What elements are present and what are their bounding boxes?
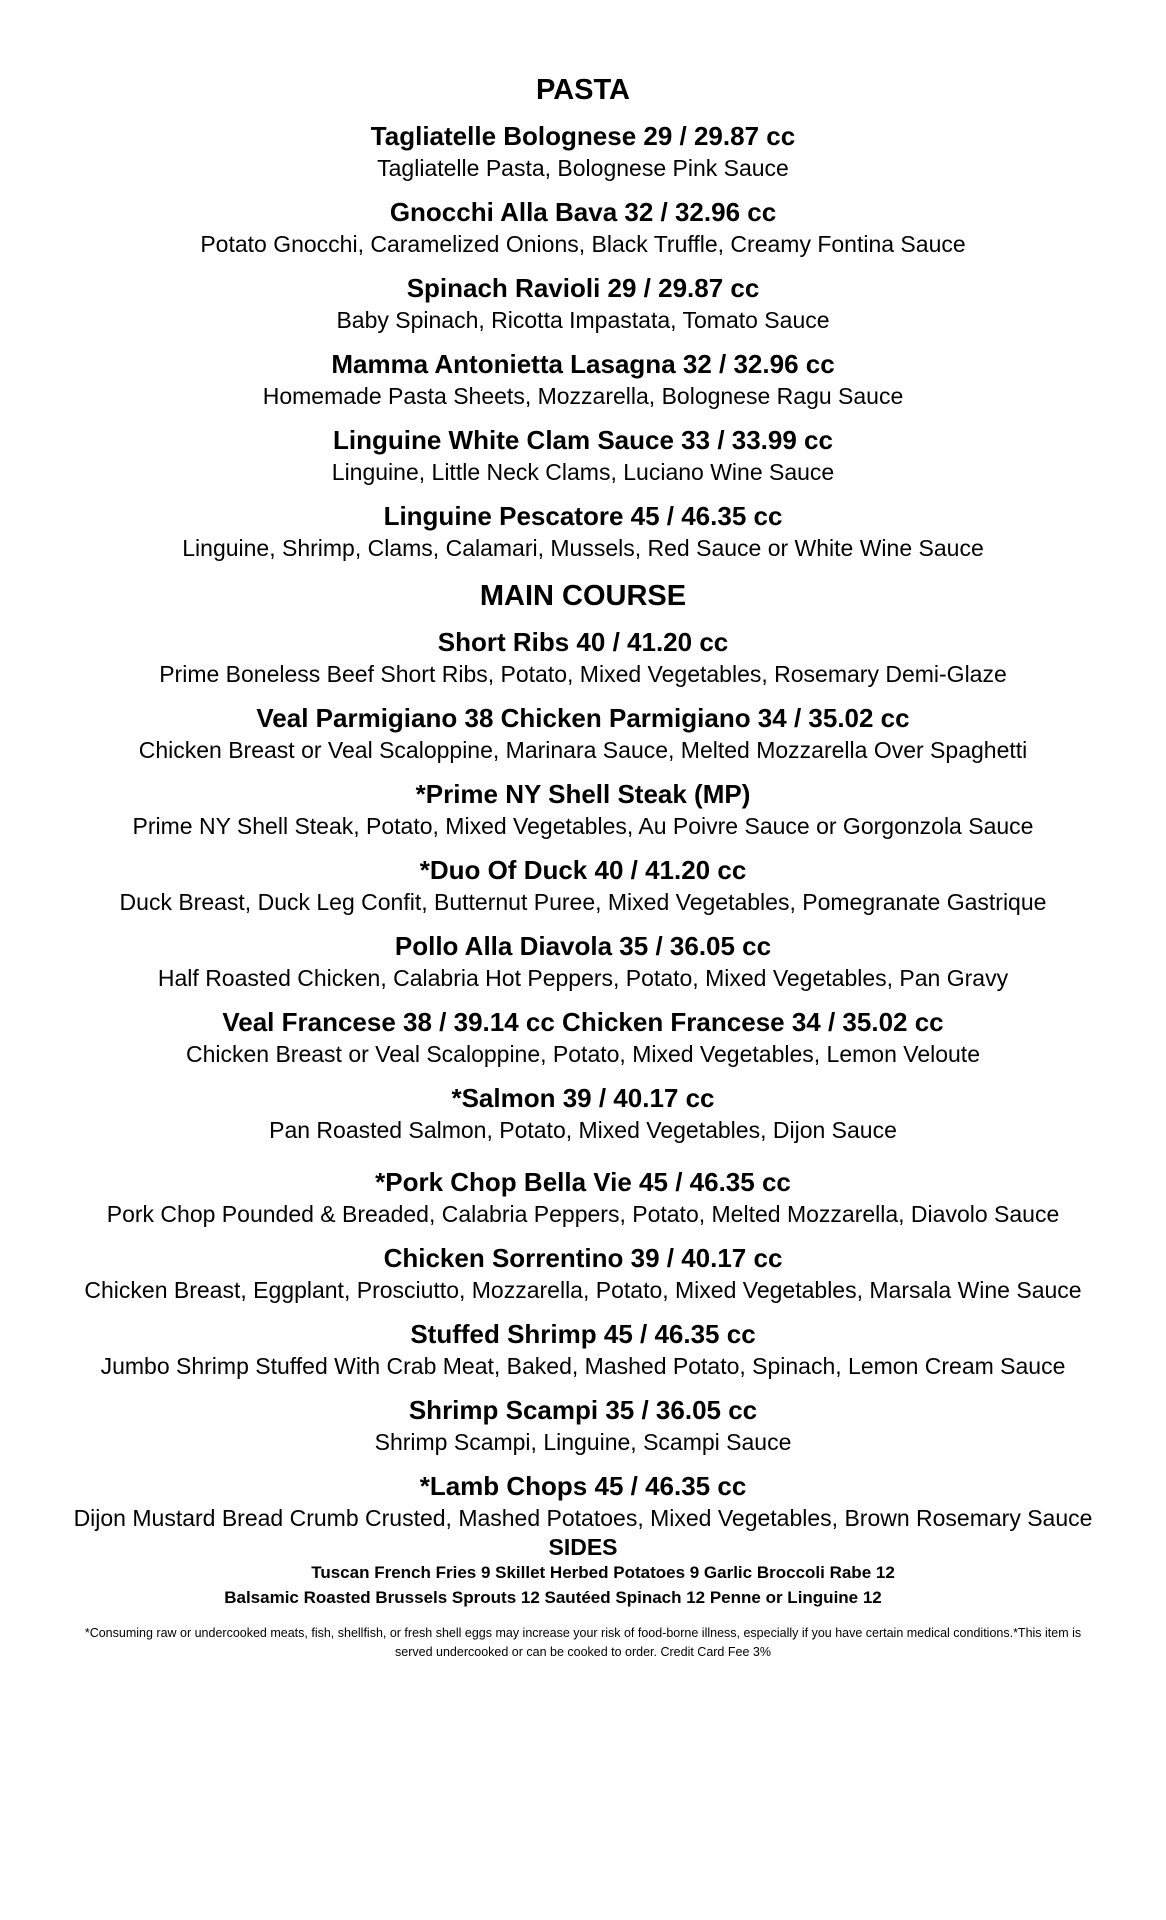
item-description: Linguine, Little Neck Clams, Luciano Wine Sauce [331, 459, 835, 485]
item-description: Chicken Breast, Eggplant, Prosciutto, Mozzarella, Potato, Mixed Vegetables, Marsala Wine Sauce [84, 1277, 1082, 1303]
item-description: Chicken Breast or Veal Scaloppine, Potato, Mixed Vegetables, Lemon Veloute [185, 1041, 980, 1067]
item-description: Prime NY Shell Steak, Potato, Mixed Vegetables, Au Poivre Sauce or Gorgonzola Sauce [132, 813, 1034, 839]
item-name: Short Ribs 40 / 41.20 cc [437, 627, 729, 657]
menu-item [0, 348, 1166, 412]
menu-item [0, 930, 1166, 994]
item-name: Pollo Alla Diavola 35 / 36.05 cc [394, 931, 772, 961]
item-name: Spinach Ravioli 29 / 29.87 cc [406, 273, 760, 303]
menu-item [0, 1318, 1166, 1382]
item-name: *Prime NY Shell Steak (MP) [415, 779, 751, 809]
menu-item [0, 272, 1166, 336]
menu-item [0, 1166, 1166, 1230]
item-name: Linguine Pescatore 45 / 46.35 cc [383, 501, 783, 531]
item-description: Pan Roasted Salmon, Potato, Mixed Vegetables, Dijon Sauce [269, 1117, 897, 1143]
item-name: Shrimp Scampi 35 / 36.05 cc [408, 1395, 758, 1425]
menu-item [0, 1470, 1166, 1534]
menu-item [0, 120, 1166, 184]
item-description: Prime Boneless Beef Short Ribs, Potato, Mixed Vegetables, Rosemary Demi-Glaze [159, 661, 1007, 687]
item-name: *Lamb Chops 45 / 46.35 cc [419, 1471, 747, 1501]
item-name: *Duo Of Duck 40 / 41.20 cc [419, 855, 747, 885]
item-name: Gnocchi Alla Bava 32 / 32.96 cc [389, 197, 777, 227]
menu-item [0, 626, 1166, 690]
disclaimer-note: *Consuming raw or undercooked meats, fish, shellfish, or fresh shell eggs may increase your risk of food-borne illness, especially if you have certain medical conditions.*This item is served undercooked or can be cooked to order. Credit Card Fee 3% [84, 1626, 1082, 1659]
item-description: Dijon Mustard Bread Crumb Crusted, Mashed Potatoes, Mixed Vegetables, Brown Rosemary Sauce [73, 1505, 1093, 1531]
menu-item [0, 854, 1166, 918]
menu-item [0, 1242, 1166, 1306]
item-description: Baby Spinach, Ricotta Impastata, Tomato Sauce [336, 307, 830, 333]
item-name: Chicken Sorrentino 39 / 40.17 cc [383, 1243, 783, 1273]
menu-item [0, 1394, 1166, 1458]
item-name: Tagliatelle Bolognese 29 / 29.87 cc [370, 121, 796, 151]
item-name: *Pork Chop Bella Vie 45 / 46.35 cc [375, 1167, 791, 1197]
pasta-heading: PASTA [536, 74, 630, 106]
item-description: Tagliatelle Pasta, Bolognese Pink Sauce [377, 155, 789, 181]
item-description: Potato Gnocchi, Caramelized Onions, Black Truffle, Creamy Fontina Sauce [200, 231, 966, 257]
item-name: Veal Francese 38 / 39.14 cc Chicken Francese 34 / 35.02 cc [222, 1007, 944, 1037]
item-description: Shrimp Scampi, Linguine, Scampi Sauce [374, 1429, 792, 1455]
menu-item [0, 1006, 1166, 1070]
menu-item [0, 702, 1166, 766]
menu-item [0, 1082, 1166, 1146]
item-description: Homemade Pasta Sheets, Mozzarella, Bolognese Ragu Sauce [262, 383, 904, 409]
item-description: Chicken Breast or Veal Scaloppine, Marinara Sauce, Melted Mozzarella Over Spaghetti [138, 737, 1028, 763]
item-description: Pork Chop Pounded & Breaded, Calabria Peppers, Potato, Melted Mozzarella, Diavolo Sauce [106, 1201, 1060, 1227]
item-description: Linguine, Shrimp, Clams, Calamari, Mussels, Red Sauce or White Wine Sauce [182, 535, 984, 561]
item-name: Stuffed Shrimp 45 / 46.35 cc [410, 1319, 756, 1349]
item-description: Half Roasted Chicken, Calabria Hot Peppers, Potato, Mixed Vegetables, Pan Gravy [157, 965, 1009, 991]
item-name: Veal Parmigiano 38 Chicken Parmigiano 34 / 35.02 cc [256, 703, 910, 733]
item-name: Linguine White Clam Sauce 33 / 33.99 cc [333, 425, 833, 455]
sides-list: Tuscan French Fries 9 Skillet Herbed Potatoes 9 Garlic Broccoli Rabe 12 [311, 1563, 895, 1582]
menu-item [0, 424, 1166, 488]
main-course-heading: MAIN COURSE [479, 580, 687, 612]
item-name: *Salmon 39 / 40.17 cc [451, 1083, 715, 1113]
item-name: Mamma Antonietta Lasagna 32 / 32.96 cc [331, 349, 835, 379]
item-description: Jumbo Shrimp Stuffed With Crab Meat, Baked, Mashed Potato, Spinach, Lemon Cream Sauce [100, 1353, 1066, 1379]
sides-list: Balsamic Roasted Brussels Sprouts 12 Sautéed Spinach 12 Penne or Linguine 12 [224, 1588, 882, 1607]
menu-item [0, 500, 1166, 564]
menu-item [0, 778, 1166, 842]
sides-heading: SIDES [548, 1534, 618, 1560]
menu-item [0, 196, 1166, 260]
item-description: Duck Breast, Duck Leg Confit, Butternut Puree, Mixed Vegetables, Pomegranate Gastrique [119, 889, 1047, 915]
